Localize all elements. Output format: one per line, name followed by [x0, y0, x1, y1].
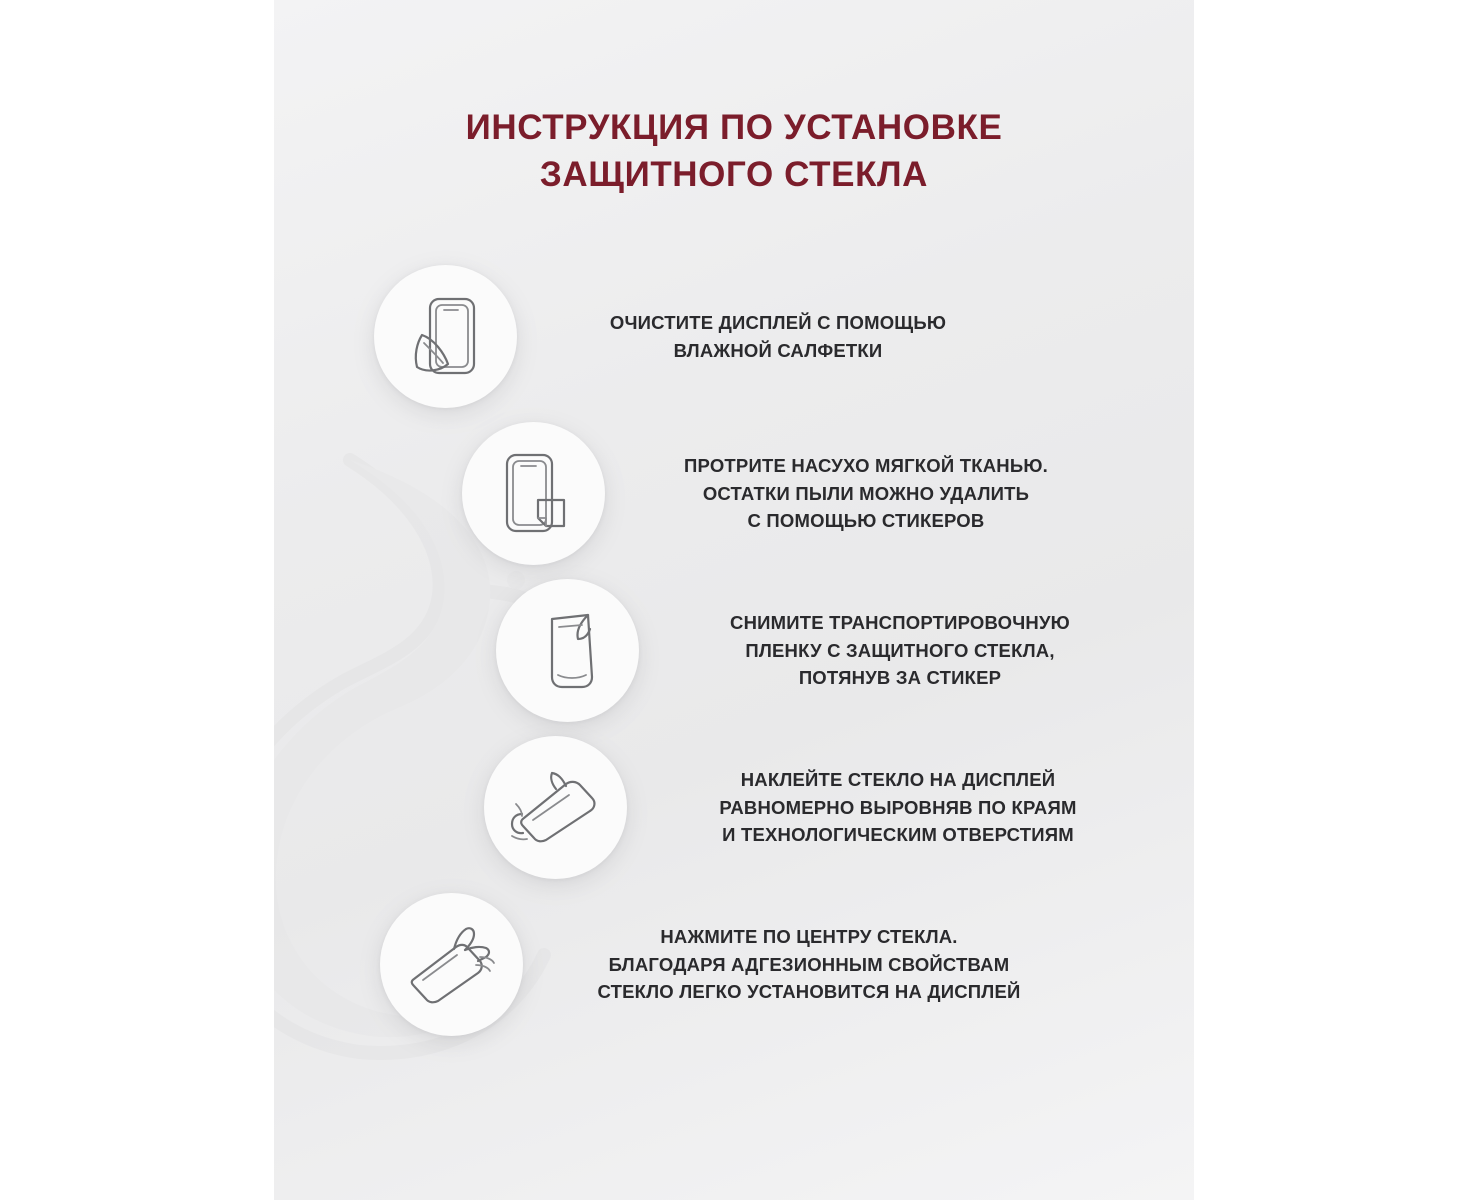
step-item — [274, 265, 1194, 408]
step-text-line: БЛАГОДАРЯ АДГЕЗИОННЫМ СВОЙСТВАМ — [608, 953, 1010, 975]
finger-pressing-center-icon — [402, 919, 502, 1011]
step-item — [274, 579, 1194, 722]
step-icon-bubble — [374, 265, 517, 408]
step-text-line: ПРОТРИТЕ НАСУХО МЯГКОЙ ТКАНЬЮ. — [684, 454, 1048, 476]
step-icon-bubble — [380, 893, 523, 1036]
title-line-2: ЗАЩИТНОГО СТЕКЛА — [539, 155, 929, 195]
step-item — [274, 893, 1194, 1036]
step-text-line: СНИМИТЕ ТРАНСПОРТИРОВОЧНУЮ — [730, 611, 1070, 633]
peeling-transport-film-icon — [522, 605, 614, 697]
step-text — [605, 452, 1111, 535]
phone-with-cloth-and-sticker-icon — [488, 448, 580, 540]
instruction-card — [274, 0, 1194, 1200]
step-text-line: И ТЕХНОЛОГИЧЕСКИМ ОТВЕРСТИЯМ — [722, 824, 1074, 846]
step-text — [639, 609, 1145, 692]
step-text-line: С ПОМОЩЬЮ СТИКЕРОВ — [747, 510, 985, 532]
step-icon-bubble — [484, 736, 627, 879]
step-text-line: ПЛЕНКУ С ЗАЩИТНОГО СТЕКЛА, — [745, 639, 1055, 661]
hand-placing-glass-icon — [506, 762, 606, 854]
step-text-line: ОЧИСТИТЕ ДИСПЛЕЙ С ПОМОЩЬЮ — [609, 311, 947, 333]
phone-with-wet-wipe-icon — [400, 291, 492, 383]
step-icon-bubble — [496, 579, 639, 722]
page-title — [274, 104, 1194, 199]
step-text-line: ОСТАТКИ ПЫЛИ МОЖНО УДАЛИТЬ — [702, 482, 1030, 504]
step-item — [274, 422, 1194, 565]
step-text — [627, 766, 1153, 849]
step-text-line: СТЕКЛО ЛЕГКО УСТАНОВИТСЯ НА ДИСПЛЕЙ — [597, 981, 1021, 1003]
steps-list — [274, 265, 1194, 1050]
step-text — [523, 923, 1079, 1006]
step-icon-bubble — [462, 422, 605, 565]
step-text-line: НАКЛЕЙТЕ СТЕКЛО НА ДИСПЛЕЙ — [740, 768, 1056, 790]
step-text — [517, 309, 1023, 365]
step-text-line: ВЛАЖНОЙ САЛФЕТКИ — [673, 339, 883, 361]
step-text-line: НАЖМИТЕ ПО ЦЕНТРУ СТЕКЛА. — [660, 925, 958, 947]
title-line-1: ИНСТРУКЦИЯ ПО УСТАНОВКЕ — [465, 108, 1003, 147]
step-item — [274, 736, 1194, 879]
step-text-line: ПОТЯНУВ ЗА СТИКЕР — [798, 667, 1002, 689]
step-text-line: РАВНОМЕРНО ВЫРОВНЯВ ПО КРАЯМ — [719, 796, 1077, 818]
